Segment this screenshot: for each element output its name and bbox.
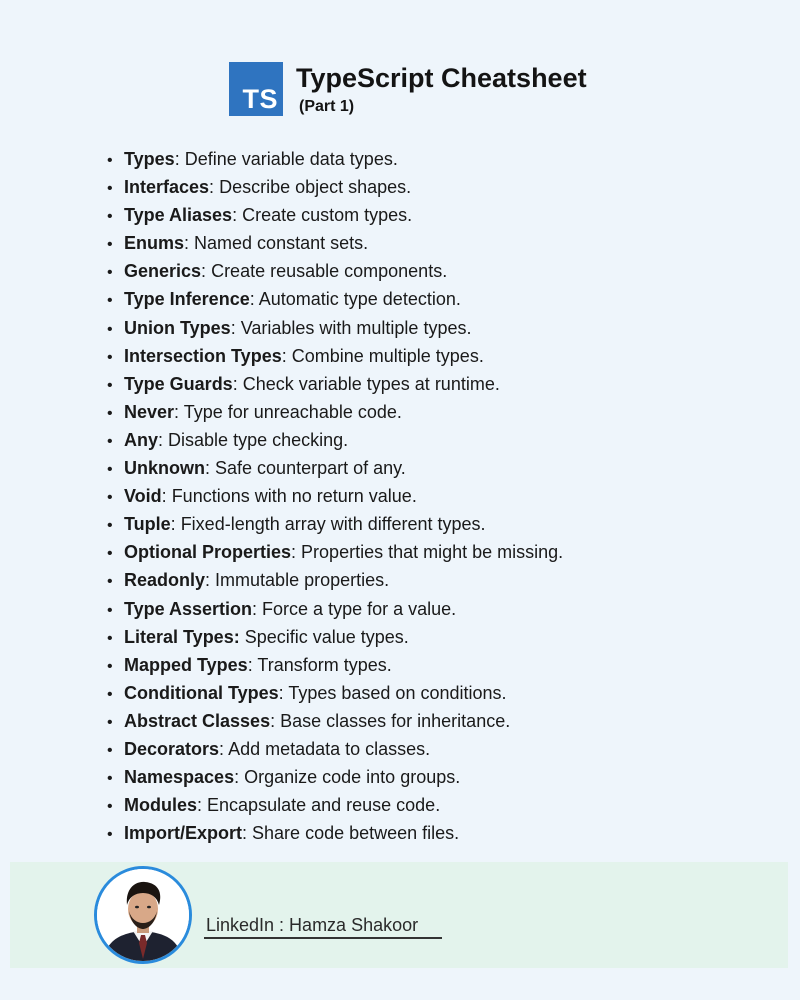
list-item — [107, 791, 563, 819]
bullet-icon: • — [107, 826, 113, 844]
linkedin-handle: LinkedIn : Hamza Shakoor — [206, 915, 419, 935]
profile-photo-icon — [97, 869, 189, 961]
item-description: Safe counterpart of any. — [210, 458, 406, 479]
item-separator: : — [278, 682, 284, 703]
item-separator: : — [201, 261, 207, 282]
item-description: Fixed-length array with different types. — [175, 514, 486, 535]
item-description: Check variable types at runtime. — [237, 373, 500, 394]
item-term: Types — [124, 149, 175, 169]
item-term: Namespaces — [124, 767, 235, 788]
bullet-icon: • — [107, 208, 113, 226]
item-description: Variables with multiple types. — [235, 317, 472, 338]
bullet-icon: • — [107, 629, 113, 647]
item-separator: : — [291, 542, 297, 563]
item-separator: : — [205, 458, 211, 479]
item-separator: : — [234, 767, 240, 788]
item-term: Tuple — [124, 514, 171, 535]
bullet-icon: • — [107, 573, 113, 591]
item-description: Properties that might be missing. — [296, 542, 564, 563]
item-description: Create reusable components. — [206, 261, 448, 282]
item-separator: : — [249, 289, 255, 310]
list-item — [107, 623, 563, 651]
item-separator: : — [270, 710, 276, 731]
item-term: Modules — [124, 795, 198, 816]
list-item — [107, 735, 563, 763]
item-term: Enums — [124, 233, 185, 254]
logo-text: TS — [242, 84, 278, 114]
list-item — [107, 707, 563, 735]
bullet-icon: • — [107, 741, 113, 759]
item-term: Never — [124, 401, 175, 422]
item-term: Conditional Types — [124, 682, 279, 703]
bullet-icon: • — [107, 489, 113, 507]
item-description: Share code between files. — [247, 823, 460, 844]
item-term: Intersection Types — [124, 345, 282, 366]
list-item — [107, 482, 563, 510]
typescript-logo-icon — [229, 62, 283, 116]
page-title: TypeScript Cheatsheet — [296, 63, 587, 93]
bullet-icon: • — [107, 461, 113, 479]
item-description: Type for unreachable code. — [179, 401, 402, 422]
item-description: Encapsulate and reuse code. — [202, 795, 441, 816]
bullet-icon: • — [107, 432, 113, 450]
item-description: Types based on conditions. — [283, 682, 507, 703]
bullet-icon: • — [107, 292, 113, 310]
bullet-icon: • — [107, 657, 113, 675]
item-separator: : — [281, 345, 287, 366]
bullet-icon: • — [107, 348, 113, 366]
item-description: Transform types. — [252, 654, 392, 675]
item-term: Unknown — [124, 458, 205, 479]
item-separator: : — [232, 205, 238, 226]
list-item — [107, 370, 563, 398]
bullet-icon: • — [107, 264, 113, 282]
item-description: Specific value types. — [239, 626, 409, 647]
list-item — [107, 566, 563, 594]
list-item — [107, 314, 563, 342]
item-separator: : — [219, 738, 225, 759]
item-separator: : — [158, 429, 164, 450]
item-description: Force a type for a value. — [257, 598, 457, 619]
item-separator: : — [170, 514, 176, 535]
bullet-icon: • — [107, 236, 113, 254]
item-term: Optional Properties — [124, 542, 292, 563]
bullet-icon: • — [107, 320, 113, 338]
item-description: Functions with no return value. — [166, 486, 417, 507]
list-item — [107, 426, 563, 454]
bullet-icon: • — [107, 545, 113, 563]
item-term: Import/Export — [124, 823, 243, 844]
item-description: Named constant sets. — [189, 233, 369, 254]
bullet-icon: • — [107, 517, 113, 535]
cheatsheet-list — [107, 145, 563, 847]
bullet-icon: • — [107, 770, 113, 788]
avatar — [94, 866, 192, 964]
item-separator: : — [247, 654, 253, 675]
item-term: Interfaces — [124, 177, 210, 198]
item-term: Void — [124, 486, 162, 507]
item-description: Describe object shapes. — [214, 177, 412, 198]
list-item — [107, 398, 563, 426]
bullet-icon: • — [107, 798, 113, 816]
bullet-icon: • — [107, 713, 113, 731]
list-item — [107, 538, 563, 566]
item-term: Readonly — [124, 570, 206, 591]
item-separator: : — [161, 486, 167, 507]
item-description: Automatic type detection. — [254, 289, 461, 310]
list-item — [107, 651, 563, 679]
item-separator: : — [184, 233, 190, 254]
item-term: Type Guards — [124, 373, 233, 394]
item-description: Define variable data types. — [179, 149, 398, 169]
list-item — [107, 763, 563, 791]
list-item — [107, 173, 563, 201]
list-item — [107, 257, 563, 285]
item-separator: : — [252, 598, 258, 619]
item-term: Decorators — [124, 738, 220, 759]
list-item — [107, 595, 563, 623]
item-description: Add metadata to classes. — [224, 738, 431, 759]
list-item — [107, 145, 563, 173]
item-term: Type Assertion — [124, 598, 253, 619]
item-description: Immutable properties. — [210, 570, 390, 591]
item-separator: : — [232, 373, 238, 394]
item-separator: : — [209, 177, 215, 198]
item-description: Create custom types. — [237, 205, 413, 226]
bullet-icon: • — [107, 685, 113, 703]
item-separator: : — [242, 823, 248, 844]
item-separator: : — [230, 317, 236, 338]
bullet-icon: • — [107, 404, 113, 422]
item-term: Any — [124, 429, 159, 450]
item-separator: : — [197, 795, 203, 816]
bullet-icon: • — [107, 152, 113, 169]
item-term: Type Inference — [124, 289, 250, 310]
linkedin-underline — [204, 937, 442, 939]
item-term: Mapped Types — [124, 654, 248, 675]
item-separator: : — [205, 570, 211, 591]
page-subtitle: (Part 1) — [299, 98, 355, 115]
item-term: Type Aliases — [124, 205, 233, 226]
item-term: Union Types — [124, 317, 231, 338]
item-term: Literal Types: — [124, 626, 240, 647]
bullet-icon: • — [107, 376, 113, 394]
item-description: Organize code into groups. — [239, 767, 461, 788]
list-item — [107, 679, 563, 707]
list-item — [107, 285, 563, 313]
list-item — [107, 819, 563, 847]
list-item — [107, 454, 563, 482]
list-item — [107, 229, 563, 257]
list-item — [107, 342, 563, 370]
list-item — [107, 201, 563, 229]
bullet-icon: • — [107, 180, 113, 198]
item-term: Generics — [124, 261, 202, 282]
bullet-icon: • — [107, 601, 113, 619]
item-description: Base classes for inheritance. — [275, 710, 511, 731]
footer — [10, 862, 788, 968]
item-description: Disable type checking. — [163, 429, 349, 450]
item-description: Combine multiple types. — [286, 345, 484, 366]
item-term: Abstract Classes — [124, 710, 271, 731]
item-separator: : — [174, 149, 180, 169]
list-item — [107, 510, 563, 538]
item-separator: : — [174, 401, 180, 422]
